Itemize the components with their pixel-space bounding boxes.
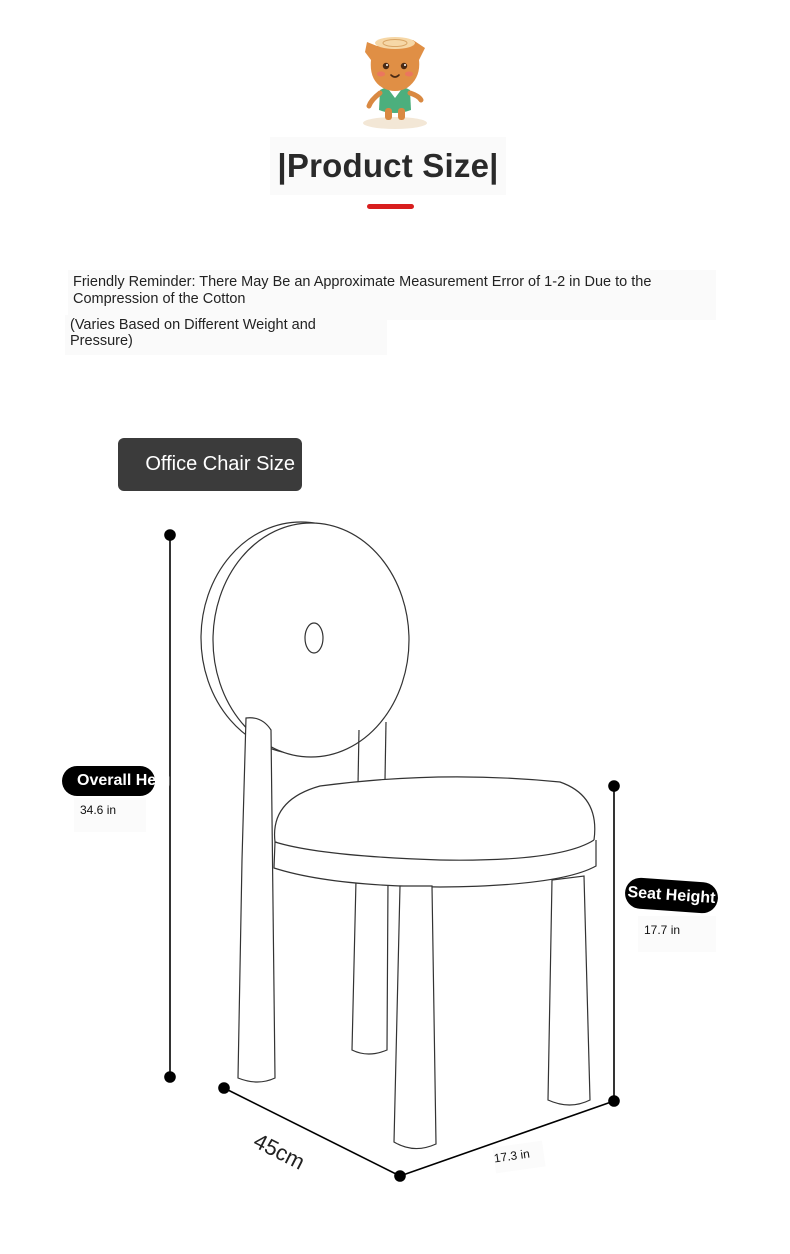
- overall-height-value: 34.6 in: [74, 798, 146, 832]
- overall-height-label: Overall Height: [62, 766, 155, 796]
- depth-value: 45cm: [249, 1128, 309, 1175]
- page-title: |Product Size|: [270, 137, 506, 195]
- width-value: 17.3 in: [492, 1141, 545, 1174]
- seat-height-label: Seat Height: [624, 877, 719, 914]
- seat-height-value: 17.7 in: [638, 916, 716, 952]
- reminder-text: Friendly Reminder: There May Be an Approximate Measurement Error of 1-2 in Due to the Compression of the Cotton: [68, 270, 716, 320]
- reminder-note: (Varies Based on Different Weight and Pressure): [65, 315, 387, 355]
- chair-drawing: [201, 522, 596, 1149]
- section-label: Office Chair Size: [118, 438, 302, 491]
